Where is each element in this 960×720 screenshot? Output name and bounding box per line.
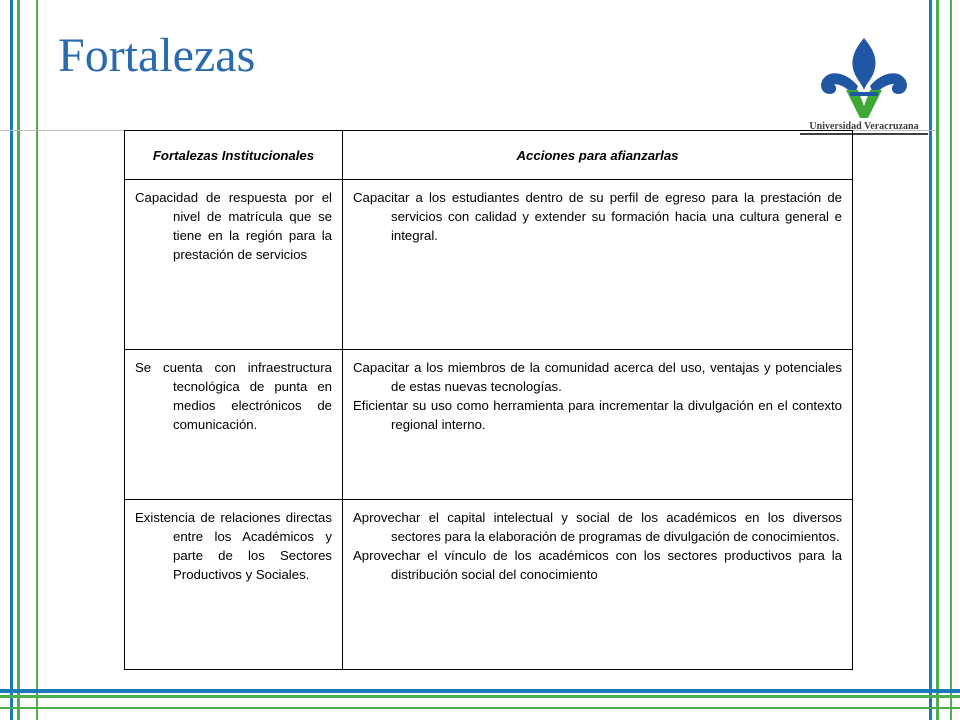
bottom-stripe-blue <box>0 689 960 693</box>
table-row <box>125 500 853 670</box>
page-title: Fortalezas <box>58 29 256 82</box>
bottom-stripe-green <box>0 695 960 698</box>
strength-text: Existencia de relaciones directas entre los Académicos y parte de los Sectores Productivos y Sociales. <box>135 510 332 582</box>
column-header-actions: Acciones para afianzarlas <box>343 131 853 180</box>
table-row <box>125 180 853 350</box>
strength-text: Capacidad de respuesta por el nivel de matrícula que se tiene en la región para la prestación de servicios <box>135 190 332 262</box>
strength-cell <box>125 180 343 350</box>
university-logo <box>800 34 928 138</box>
fleur-de-lis-icon <box>800 34 928 120</box>
table-row <box>125 350 853 500</box>
action-text: Aprovechar el capital intelectual y social de los académicos en los diversos sectores para la elaboración de programas de divulgación de conocimientos. <box>353 510 842 544</box>
action-text: Eficientar su uso como herramienta para incrementar la divulgación en el contexto regional interno. <box>353 398 842 432</box>
left-stripe-green-2 <box>36 0 38 720</box>
actions-cell <box>343 500 853 670</box>
strength-text: Se cuenta con infraestructura tecnológica de punta en medios electrónicos de comunicación. <box>135 360 332 432</box>
column-header-strengths: Fortalezas Institucionales <box>125 131 343 180</box>
logo-text: Universidad Veracruzana <box>809 121 919 132</box>
actions-cell <box>343 350 853 500</box>
table-header-row <box>125 131 853 180</box>
bottom-stripe-green-2 <box>0 707 960 709</box>
action-text: Capacitar a los miembros de la comunidad acerca del uso, ventajas y potenciales de estas nuevas tecnologías. <box>353 360 842 394</box>
strength-cell <box>125 350 343 500</box>
left-stripe-green <box>17 0 20 720</box>
right-stripe-green-2 <box>950 0 952 720</box>
right-stripe-blue <box>929 0 932 720</box>
left-stripe-blue <box>10 0 13 720</box>
actions-cell <box>343 180 853 350</box>
strengths-table <box>124 130 853 670</box>
right-stripe-green <box>936 0 939 720</box>
action-text: Aprovechar el vínculo de los académicos con los sectores productivos para la distribución social del conocimiento <box>353 548 842 582</box>
action-text: Capacitar a los estudiantes dentro de su perfil de egreso para la prestación de servicios con calidad y extender su formación hacia una cultura general e integral. <box>353 190 842 243</box>
strength-cell <box>125 500 343 670</box>
